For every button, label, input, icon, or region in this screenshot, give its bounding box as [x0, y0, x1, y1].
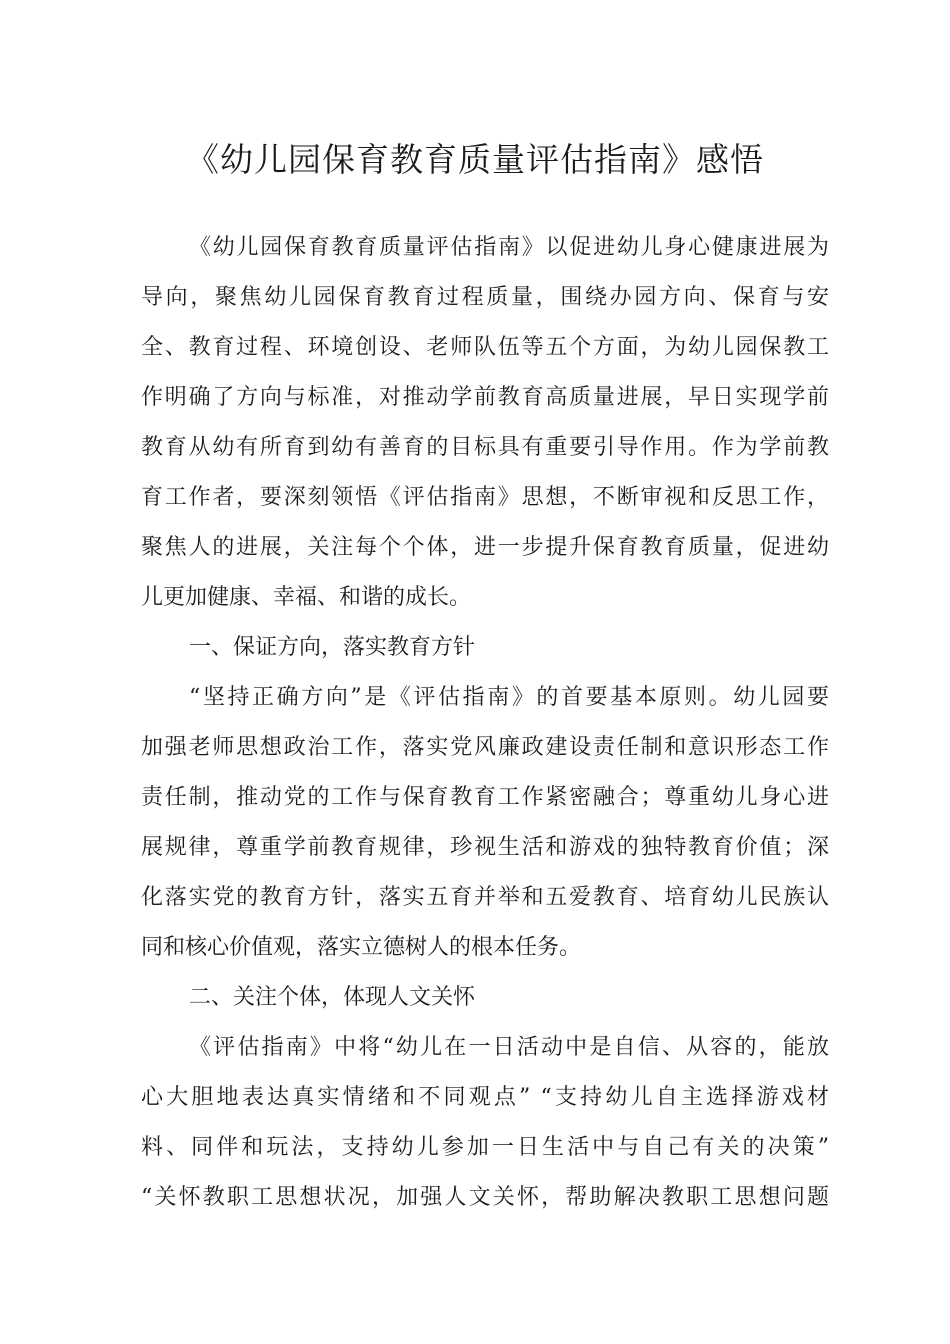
paragraph-line: 全、教育过程、环境创设、老师队伍等五个方面，为幼儿园保教工	[141, 335, 829, 360]
document-title: 《幼儿园保育教育质量评估指南》感悟	[186, 140, 764, 179]
paragraph-line: “关怀教职工思想状况，加强人文关怀，帮助解决教职工思想问题	[141, 1185, 829, 1210]
paragraph-line: 展规律，尊重学前教育规律，珍视生活和游戏的独特教育价值；深	[141, 835, 829, 860]
section-heading: 二、关注个体，体现人文关怀	[189, 985, 476, 1010]
paragraph-line: 心大胆地表达真实情绪和不同观点” “支持幼儿自主选择游戏材	[141, 1085, 829, 1110]
paragraph-line: “坚持正确方向”是《评估指南》的首要基本原则。幼儿园要	[189, 685, 829, 710]
paragraph-line: 化落实党的教育方针，落实五育并举和五爱教育、培育幼儿民族认	[141, 885, 829, 910]
paragraph-line: 导向，聚焦幼儿园保育教育过程质量，围绕办园方向、保育与安	[141, 285, 829, 310]
section-heading: 一、保证方向，落实教育方针	[189, 635, 476, 660]
paragraph-line: 《幼儿园保育教育质量评估指南》以促进幼儿身心健康进展为	[189, 235, 829, 260]
paragraph-line: 儿更加健康、幸福、和谐的成长。	[141, 585, 472, 610]
paragraph-line: 料、同伴和玩法，支持幼儿参加一日生活中与自己有关的决策”	[141, 1135, 829, 1160]
paragraph-line: 作明确了方向与标准，对推动学前教育高质量进展，早日实现学前	[141, 385, 829, 410]
paragraph-line: 聚焦人的进展，关注每个个体，进一步提升保育教育质量，促进幼	[141, 535, 829, 560]
paragraph-line: 育工作者，要深刻领悟《评估指南》思想，不断审视和反思工作，	[141, 485, 829, 510]
document-body	[141, 223, 829, 1223]
paragraph-line: 教育从幼有所育到幼有善育的目标具有重要引导作用。作为学前教	[141, 435, 829, 460]
paragraph-line: 同和核心价值观，落实立德树人的根本任务。	[141, 935, 582, 960]
paragraph-line: 《评估指南》中将“幼儿在一日活动中是自信、从容的，能放	[189, 1035, 829, 1060]
paragraph-line: 责任制，推动党的工作与保育教育工作紧密融合；尊重幼儿身心进	[141, 785, 829, 810]
paragraph-line: 加强老师思想政治工作，落实党风廉政建设责任制和意识形态工作	[141, 735, 829, 760]
